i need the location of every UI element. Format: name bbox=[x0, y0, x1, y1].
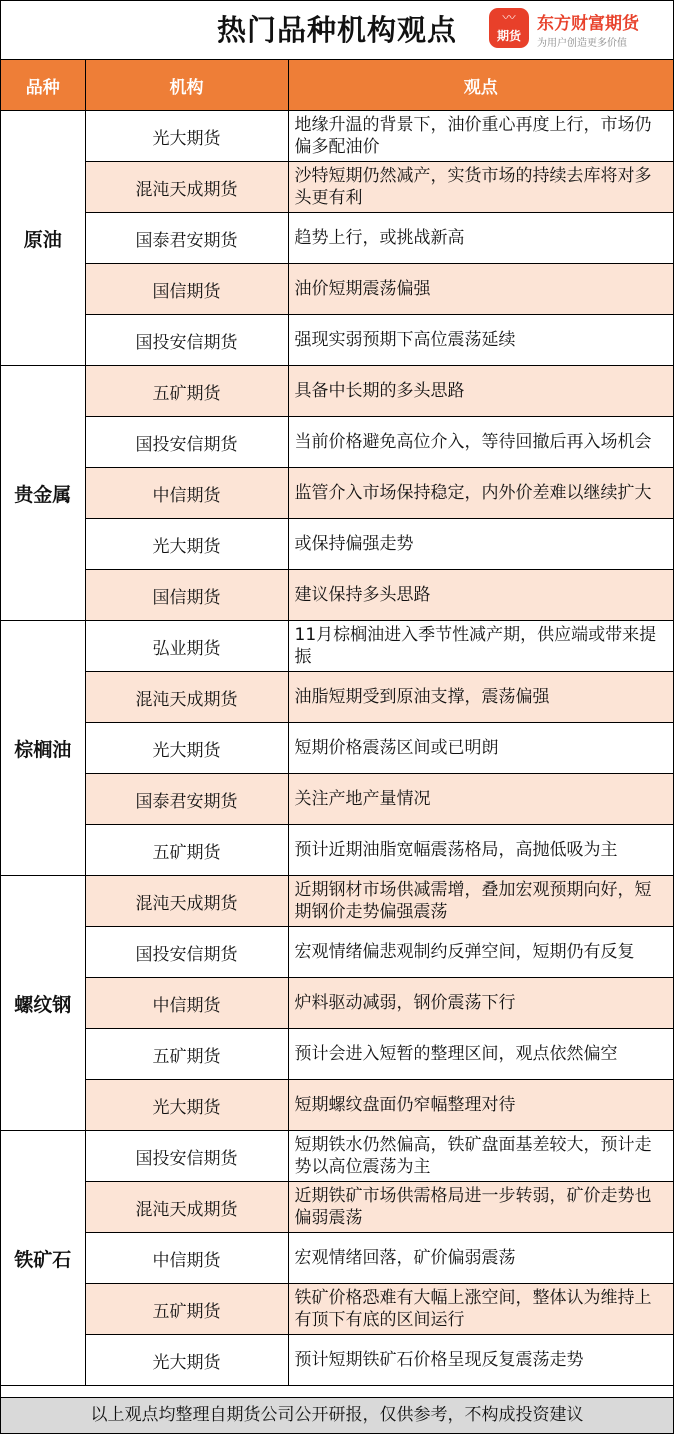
view-cell: 11月棕榈油进入季节性减产期，供应端或带来提振 bbox=[288, 621, 673, 672]
table-row bbox=[1, 1029, 673, 1080]
org-cell: 五矿期货 bbox=[85, 825, 288, 876]
view-cell: 预计近期油脂宽幅震荡格局，高抛低吸为主 bbox=[288, 825, 673, 876]
view-cell: 近期铁矿市场供需格局进一步转弱，矿价走势也偏弱震荡 bbox=[288, 1182, 673, 1233]
table-row bbox=[1, 315, 673, 366]
table-header-row bbox=[1, 60, 673, 111]
org-cell: 弘业期货 bbox=[85, 621, 288, 672]
table-row bbox=[1, 468, 673, 519]
org-cell: 五矿期货 bbox=[85, 1029, 288, 1080]
table-row bbox=[1, 927, 673, 978]
view-cell: 或保持偏强走势 bbox=[288, 519, 673, 570]
logo-badge bbox=[489, 8, 529, 48]
table-row bbox=[1, 162, 673, 213]
logo-badge-text: 期货 bbox=[496, 29, 521, 43]
org-cell: 国信期货 bbox=[85, 264, 288, 315]
org-cell: 光大期货 bbox=[85, 111, 288, 162]
table-body bbox=[1, 111, 673, 1386]
category-cell: 棕榈油 bbox=[1, 621, 85, 876]
view-cell: 建议保持多头思路 bbox=[288, 570, 673, 621]
view-cell: 炉料驱动减弱，钢价震荡下行 bbox=[288, 978, 673, 1029]
logo-mark-icon: 〰 bbox=[502, 11, 516, 26]
brand-logo bbox=[489, 8, 661, 52]
org-cell: 光大期货 bbox=[85, 1080, 288, 1131]
view-cell: 沙特短期仍然减产，实货市场的持续去库将对多头更有利 bbox=[288, 162, 673, 213]
org-cell: 光大期货 bbox=[85, 1335, 288, 1386]
table-row bbox=[1, 1335, 673, 1386]
table-row bbox=[1, 1182, 673, 1233]
org-cell: 国投安信期货 bbox=[85, 315, 288, 366]
table-row bbox=[1, 774, 673, 825]
table-row bbox=[1, 1284, 673, 1335]
view-cell: 短期价格震荡区间或已明朗 bbox=[288, 723, 673, 774]
view-cell: 预计会进入短暂的整理区间，观点依然偏空 bbox=[288, 1029, 673, 1080]
view-cell: 关注产地产量情况 bbox=[288, 774, 673, 825]
org-cell: 中信期货 bbox=[85, 978, 288, 1029]
logo-name: 东方财富期货 bbox=[537, 14, 639, 34]
view-cell: 油价短期震荡偏强 bbox=[288, 264, 673, 315]
view-cell: 宏观情绪偏悲观制约反弹空间，短期仍有反复 bbox=[288, 927, 673, 978]
category-cell: 原油 bbox=[1, 111, 85, 366]
table-row bbox=[1, 723, 673, 774]
column-header-view: 观点 bbox=[288, 60, 673, 111]
org-cell: 国投安信期货 bbox=[85, 417, 288, 468]
table-row bbox=[1, 570, 673, 621]
view-cell: 宏观情绪回落，矿价偏弱震荡 bbox=[288, 1233, 673, 1284]
category-cell: 螺纹钢 bbox=[1, 876, 85, 1131]
org-cell: 混沌天成期货 bbox=[85, 1182, 288, 1233]
table-row bbox=[1, 672, 673, 723]
view-cell: 趋势上行，或挑战新高 bbox=[288, 213, 673, 264]
view-cell: 地缘升温的背景下，油价重心再度上行，市场仍偏多配油价 bbox=[288, 111, 673, 162]
org-cell: 光大期货 bbox=[85, 519, 288, 570]
table-row bbox=[1, 213, 673, 264]
org-cell: 光大期货 bbox=[85, 723, 288, 774]
table-row bbox=[1, 876, 673, 927]
table-row bbox=[1, 366, 673, 417]
view-cell: 近期钢材市场供减需增，叠加宏观预期向好，短期钢价走势偏强震荡 bbox=[288, 876, 673, 927]
org-cell: 混沌天成期货 bbox=[85, 672, 288, 723]
table-row bbox=[1, 417, 673, 468]
table-row bbox=[1, 1080, 673, 1131]
org-cell: 国泰君安期货 bbox=[85, 213, 288, 264]
disclaimer-footer: 以上观点均整理自期货公司公开研报，仅供参考，不构成投资建议 bbox=[1, 1397, 673, 1433]
view-cell: 油脂短期受到原油支撑，震荡偏强 bbox=[288, 672, 673, 723]
org-cell: 国信期货 bbox=[85, 570, 288, 621]
table-row bbox=[1, 621, 673, 672]
category-cell: 贵金属 bbox=[1, 366, 85, 621]
org-cell: 国投安信期货 bbox=[85, 927, 288, 978]
view-cell: 铁矿价格恐难有大幅上涨空间，整体认为维持上有顶下有底的区间运行 bbox=[288, 1284, 673, 1335]
org-cell: 国泰君安期货 bbox=[85, 774, 288, 825]
table-row bbox=[1, 1131, 673, 1182]
view-cell: 具备中长期的多头思路 bbox=[288, 366, 673, 417]
logo-slogan: 为用户创造更多价值 bbox=[537, 38, 627, 49]
org-cell: 混沌天成期货 bbox=[85, 162, 288, 213]
page-title: 热门品种机构观点 bbox=[216, 13, 457, 47]
table-row bbox=[1, 1233, 673, 1284]
column-header-org: 机构 bbox=[85, 60, 288, 111]
header bbox=[1, 1, 673, 60]
column-header-category: 品种 bbox=[1, 60, 85, 111]
org-cell: 中信期货 bbox=[85, 468, 288, 519]
table-row bbox=[1, 978, 673, 1029]
table-row bbox=[1, 519, 673, 570]
view-cell: 强现实弱预期下高位震荡延续 bbox=[288, 315, 673, 366]
view-cell: 短期铁水仍然偏高，铁矿盘面基差较大，预计走势以高位震荡为主 bbox=[288, 1131, 673, 1182]
org-cell: 中信期货 bbox=[85, 1233, 288, 1284]
opinion-table bbox=[1, 60, 673, 1386]
category-cell: 铁矿石 bbox=[1, 1131, 85, 1386]
org-cell: 五矿期货 bbox=[85, 1284, 288, 1335]
view-cell: 监管介入市场保持稳定，内外价差难以继续扩大 bbox=[288, 468, 673, 519]
org-cell: 五矿期货 bbox=[85, 366, 288, 417]
org-cell: 混沌天成期货 bbox=[85, 876, 288, 927]
table-row bbox=[1, 264, 673, 315]
table-row bbox=[1, 825, 673, 876]
view-cell: 短期螺纹盘面仍窄幅整理对待 bbox=[288, 1080, 673, 1131]
org-cell: 国投安信期货 bbox=[85, 1131, 288, 1182]
view-cell: 预计短期铁矿石价格呈现反复震荡走势 bbox=[288, 1335, 673, 1386]
table-row bbox=[1, 111, 673, 162]
view-cell: 当前价格避免高位介入，等待回撤后再入场机会 bbox=[288, 417, 673, 468]
